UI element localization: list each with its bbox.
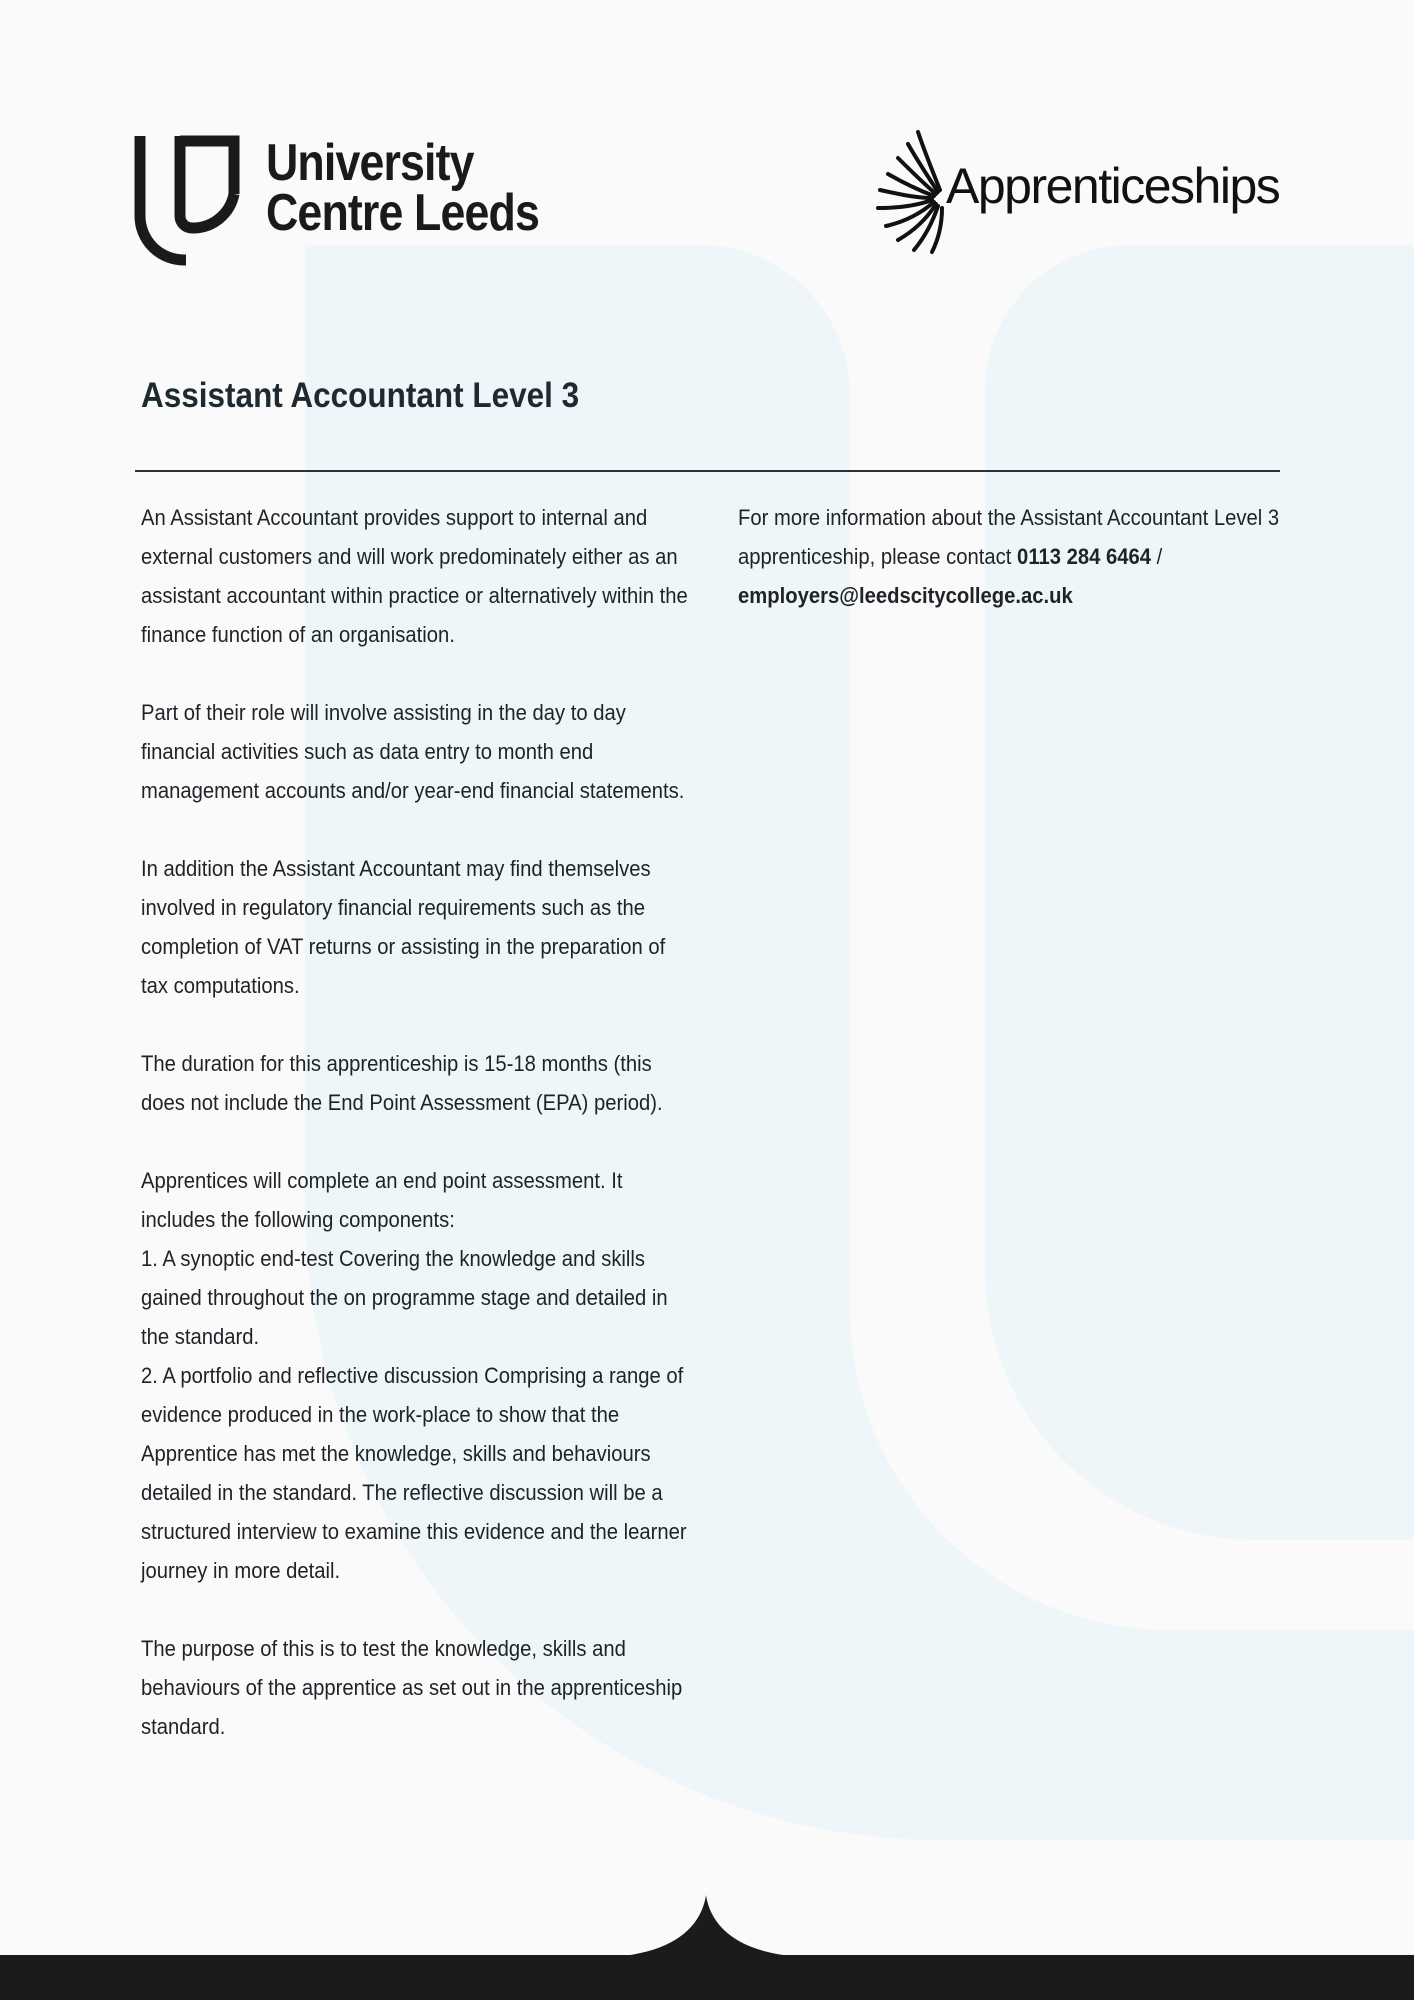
purpose-paragraph: The purpose of this is to test the knowledge, skills and behaviours of the apprentice as set out in the apprenticeship standard. xyxy=(141,1636,683,1739)
footer-bar xyxy=(0,1955,1414,2000)
intro-paragraph: An Assistant Accountant provides support to internal and external customers and will work predominately either as an assistant accountant within practice or alternatively within the finance function of an organisation. xyxy=(141,505,688,647)
epa-intro: Apprentices will complete an end point assessment. It includes the following components: xyxy=(141,1168,623,1232)
apprenticeships-logo xyxy=(872,130,1282,255)
regulatory-paragraph: In addition the Assistant Accountant may find themselves involved in regulatory financial requirements such as the completion of VAT returns or assisting in the preparation of tax computations. xyxy=(141,856,666,998)
ucl-logo-line2: Centre Leeds xyxy=(266,184,540,242)
contact-phone[interactable]: 0113 284 6464 xyxy=(1017,544,1152,569)
watermark-inner-u xyxy=(985,245,1414,1540)
contact-paragraph xyxy=(738,498,1281,615)
title-divider xyxy=(135,470,1280,472)
ucl-logo-line1: University xyxy=(266,134,474,192)
ucl-logo xyxy=(134,132,554,267)
role-paragraph: Part of their role will involve assisting in the day to day financial activities such as data entry to month end management accounts and/or year-end financial statements. xyxy=(141,700,685,803)
contact-email-link[interactable]: employers@leedscitycollege.ac.uk xyxy=(738,583,1073,608)
duration-paragraph: The duration for this apprenticeship is 15-18 months (this does not include the End Point Assessment (EPA) period). xyxy=(141,1051,663,1115)
page-title: Assistant Accountant Level 3 xyxy=(141,376,580,415)
epa-component-2: 2. A portfolio and reflective discussion Comprising a range of evidence produced in the work-place to show that the Apprentice has met the knowledge, skills and behaviours detailed in the standard. The reflective discussion will be a structured interview to examine this evidence and the learner journey in more detail. xyxy=(141,1363,687,1583)
ucl-logo-wordmark xyxy=(266,134,540,242)
contact-separator: / xyxy=(1156,544,1163,569)
apprenticeships-logo-text: Apprenticeships xyxy=(946,158,1280,214)
right-column xyxy=(738,498,1278,654)
apprenticeships-fan-icon xyxy=(872,130,952,255)
left-column xyxy=(141,498,701,1785)
contact-info-text: For more information about the Assistant Accountant Level 3 apprenticeship, please contact xyxy=(738,505,1280,569)
epa-component-1: 1. A synoptic end-test Covering the knowledge and skills gained throughout the on programme stage and detailed in the standard. xyxy=(141,1246,668,1349)
footer-notch xyxy=(600,1895,814,1957)
ucl-logo-mark-icon xyxy=(134,132,244,267)
